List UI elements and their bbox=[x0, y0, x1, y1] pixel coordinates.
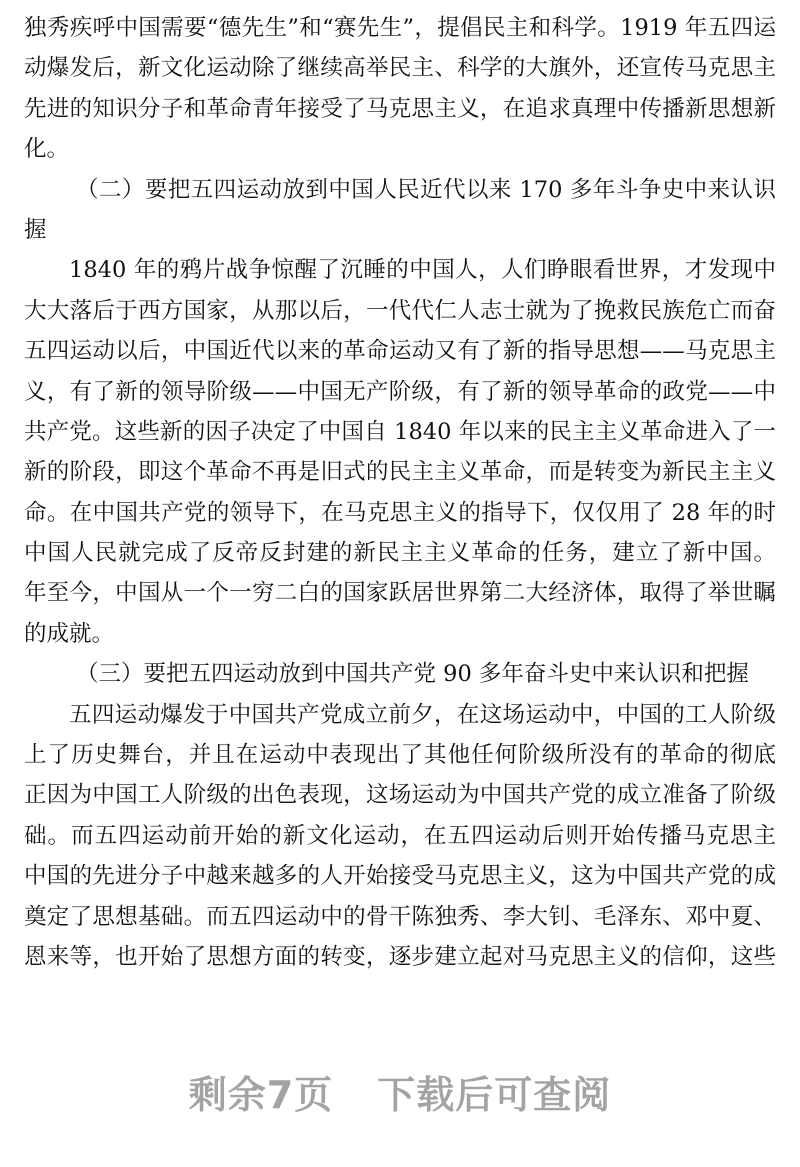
text-line: 命。在中国共产党的领导下，在马克思主义的指导下，仅仅用了 28 年的时 bbox=[24, 499, 776, 526]
text-line: 中国人民就完成了反帝反封建的新民主主义革命的任务，建立了新中国。 bbox=[24, 540, 776, 567]
text-line: 年至今，中国从一个一穷二白的国家跃居世界第二大经济体，取得了举世瞩 bbox=[24, 580, 776, 607]
text-line: 础。而五四运动前开始的新文化运动，在五四运动后则开始传播马克思主 bbox=[24, 822, 776, 849]
text-line: 化。 bbox=[24, 136, 70, 163]
text-line: 义，有了新的领导阶级——中国无产阶级，有了新的领导革命的政党——中 bbox=[24, 378, 776, 405]
text-line: 共产党。这些新的因子决定了中国自 1840 年以来的民主主义革命进入了一 bbox=[24, 418, 776, 445]
text-line: 先进的知识分子和革命青年接受了马克思主义，在追求真理中传播新思想新 bbox=[24, 95, 776, 122]
text-line: 握 bbox=[24, 216, 47, 243]
download-to-view-label[interactable]: 下载后可查阅 bbox=[377, 1073, 612, 1117]
text-line: 的成就。 bbox=[24, 620, 115, 647]
text-line: 正因为中国工人阶级的出色表现，这场运动为中国共产党的成立准备了阶级 bbox=[24, 782, 776, 809]
text-line: （三）要把五四运动放到中国共产党 90 多年奋斗史中来认识和把握 bbox=[76, 661, 749, 688]
text-line: 1840 年的鸦片战争惊醒了沉睡的中国人，人们睁眼看世界，才发现中 bbox=[69, 257, 776, 284]
text-line: 五四运动爆发于中国共产党成立前夕，在这场运动中，中国的工人阶级 bbox=[69, 701, 776, 728]
text-line: 奠定了思想基础。而五四运动中的骨干陈独秀、李大钊、毛泽东、邓中夏、 bbox=[24, 903, 776, 930]
text-line: 中国的先进分子中越来越多的人开始接受马克思主义，这为中国共产党的成 bbox=[24, 863, 776, 890]
text-line: 新的阶段，即这个革命不再是旧式的民主主义革命，而是转变为新民主主义 bbox=[24, 459, 776, 486]
download-prompt[interactable] bbox=[0, 1064, 800, 1119]
document-body bbox=[24, 8, 776, 977]
text-line: 上了历史舞台，并且在运动中表现出了其他任何阶级所没有的革命的彻底 bbox=[24, 742, 776, 769]
text-line: （二）要把五四运动放到中国人民近代以来 170 多年斗争史中来认识 bbox=[76, 176, 776, 203]
remaining-pages-label: 剩余7页 bbox=[188, 1073, 334, 1117]
text-line: 恩来等，也开始了思想方面的转变，逐步建立起对马克思主义的信仰，这些 bbox=[24, 943, 776, 970]
text-line: 五四运动以后，中国近代以来的革命运动又有了新的指导思想——马克思主 bbox=[24, 338, 776, 365]
text-line: 大大落后于西方国家，从那以后，一代代仁人志士就为了挽救民族危亡而奋 bbox=[24, 297, 776, 324]
text-line: 独秀疾呼中国需要“德先生”和“赛先生”，提倡民主和科学。1919 年五四运 bbox=[24, 15, 776, 41]
text-line: 动爆发后，新文化运动除了继续高举民主、科学的大旗外，还宣传马克思主 bbox=[24, 55, 776, 82]
